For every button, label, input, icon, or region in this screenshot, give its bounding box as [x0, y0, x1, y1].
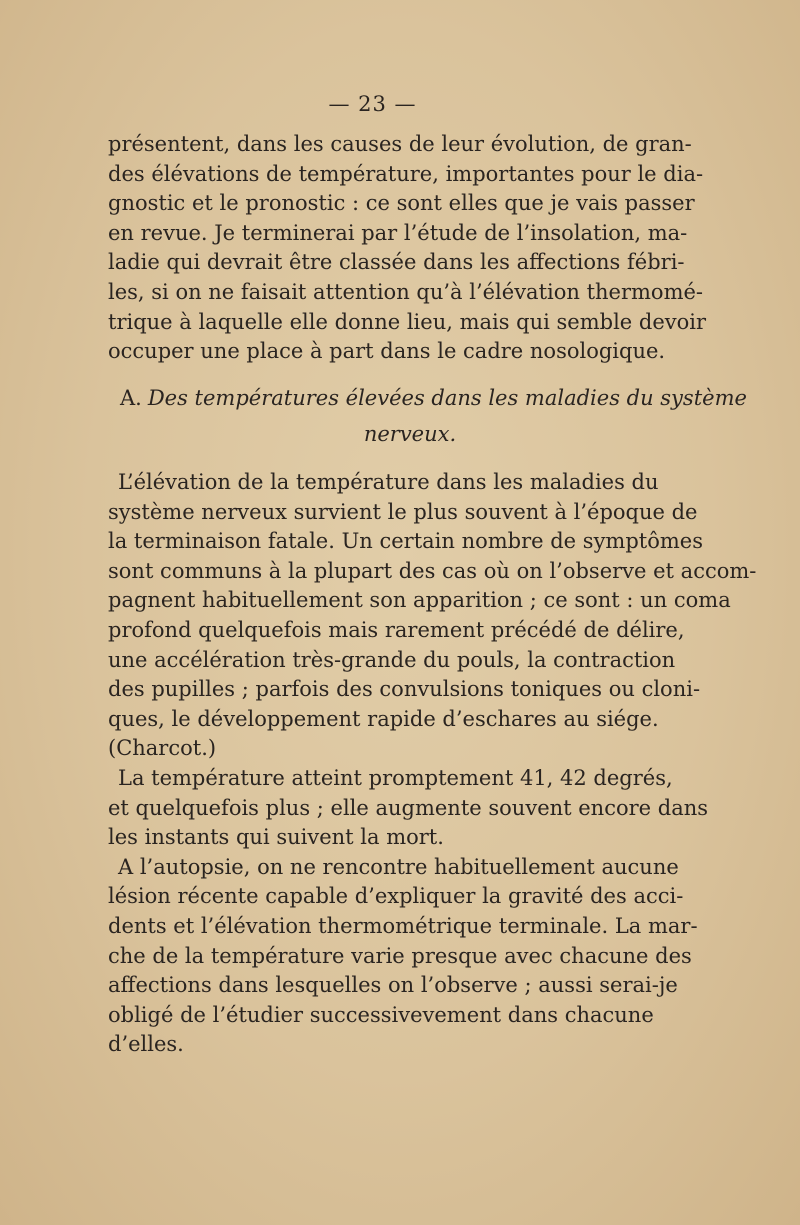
- text-line: et quelquefois plus ; elle augmente souvent encore dans: [108, 795, 709, 820]
- text-line: ladie qui devrait être classée dans les affections fébri-: [108, 250, 685, 275]
- text-line: d’elles.: [108, 1032, 184, 1057]
- text-line: en revue. Je terminerai par l’étude de l’insolation, ma-: [108, 220, 688, 245]
- text-line: des élévations de température, importantes pour le dia-: [108, 161, 704, 186]
- text-line: lésion récente capable d’expliquer la gravité des acci-: [108, 884, 684, 909]
- text-line: L’élévation de la température dans les maladies du: [118, 470, 659, 494]
- text-line: profond quelquefois mais rarement précédé de délire,: [108, 617, 685, 642]
- text-line: obligé de l’étudier successivevement dans chacune: [108, 1002, 654, 1027]
- text-line: les, si on ne faisait attention qu’à l’élévation thermomé-: [108, 279, 704, 304]
- text-line: affections dans lesquelles on l’observe ; aussi serai-je: [108, 973, 678, 998]
- text-line: une accélération très-grande du pouls, la contraction: [108, 647, 676, 672]
- text-line: che de la température varie presque avec chacune des: [108, 943, 692, 968]
- text-line: pagnent habituellement son apparition ; ce sont : un coma: [108, 588, 731, 613]
- section-title: Des températures élevées dans les maladies du système: [147, 386, 747, 410]
- section-title-continued: nerveux.: [363, 422, 457, 446]
- text-line: la terminaison fatale. Un certain nombre de symptômes: [108, 529, 703, 554]
- text-line: gnostic et le pronostic : ce sont elles que je vais passer: [108, 191, 695, 216]
- text-line: dents et l’élévation thermométrique terminale. La mar-: [108, 913, 698, 938]
- intro-paragraph: [108, 130, 707, 367]
- text-line: trique à laquelle elle donne lieu, mais qui semble devoir: [108, 309, 707, 334]
- text-line: La température atteint promptement 41, 42 degrés,: [118, 765, 673, 790]
- text-line: A l’autopsie, on ne rencontre habituellement aucune: [118, 854, 679, 879]
- text-line: occuper une place à part dans le cadre nosologique.: [108, 339, 666, 364]
- body-paragraphs: [108, 468, 757, 1060]
- text-line: présentent, dans les causes de leur évolution, de gran-: [108, 132, 692, 156]
- page-number: — 23 —: [328, 92, 417, 116]
- text-line: sont communs à la plupart des cas où on l’observe et accom-: [108, 558, 757, 583]
- section-heading: [120, 383, 747, 449]
- text-line: (Charcot.): [108, 736, 217, 761]
- text-line: des pupilles ; parfois des convulsions toniques ou cloni-: [108, 677, 701, 702]
- text-line: ques, le développement rapide d’eschares au siége.: [108, 706, 659, 731]
- text-line: les instants qui suivent la mort.: [108, 825, 444, 850]
- section-letter: A.: [120, 386, 142, 410]
- text-line: système nerveux survient le plus souvent à l’époque de: [108, 499, 698, 524]
